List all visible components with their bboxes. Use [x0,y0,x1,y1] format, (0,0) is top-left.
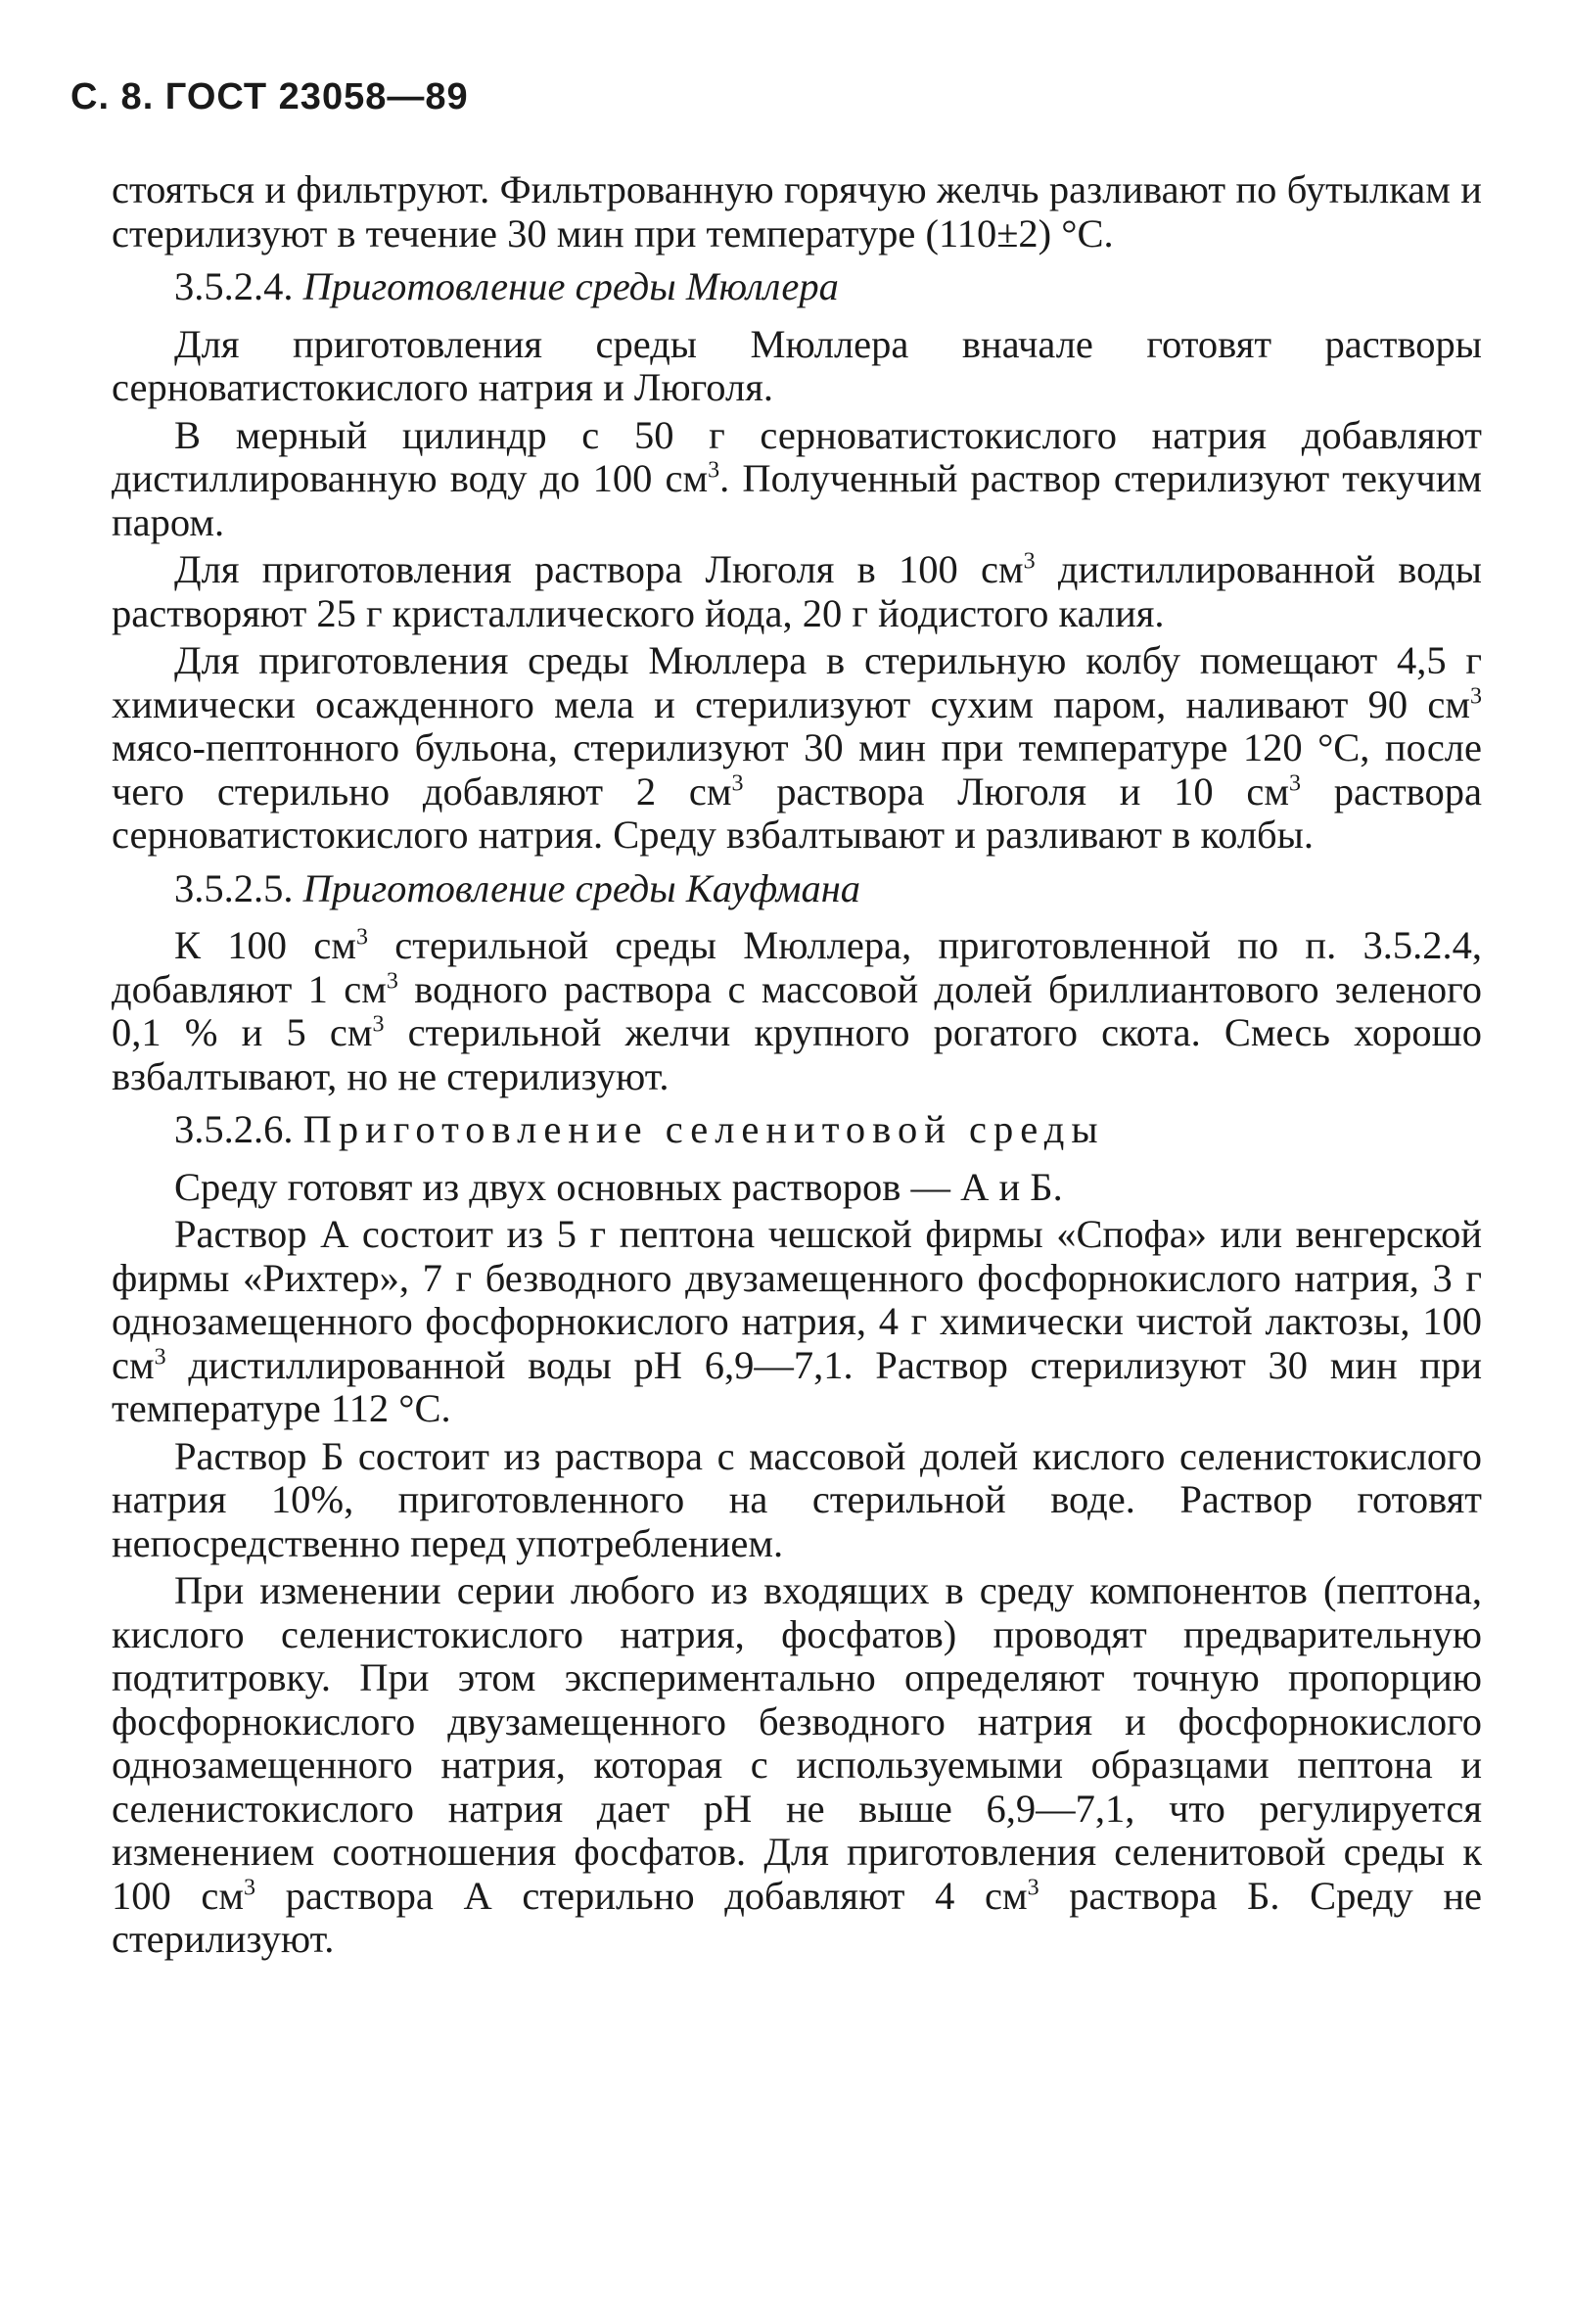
superscript: 3 [154,1344,166,1370]
text-run: раствора серноватистокислого натрия. Среду взбалтывают и разливают в колбы. [112,768,1482,857]
superscript: 3 [386,968,398,994]
section-heading-3-5-2-4 [112,265,1482,309]
text-run: стерильной среды Мюллера, приготовленной по п. 3.5.2.4, добавляют 1 см [112,923,1482,1011]
superscript: 3 [244,1875,255,1900]
running-header: С. 8. ГОСТ 23058—89 [70,76,469,117]
section-heading-3-5-2-6 [112,1108,1482,1152]
text-run: дистиллированной воды pH 6,9—7,1. Раствор стерилизуют 30 мин при температуре 112 °С. [112,1342,1482,1430]
text-run: Для приготовления среды Мюллера в стерильную колбу помещают 4,5 г химически осажденного мела и стерилизуют сухим паром, наливают 90 см [112,638,1482,726]
paragraph [112,639,1482,858]
superscript: 3 [1027,1875,1039,1900]
paragraph: Среду готовят из двух основных растворов — А и Б. [174,1164,1063,1209]
section-heading-3-5-2-5 [112,867,1482,911]
section-number: 3.5.2.5. [174,865,294,910]
paragraph [112,414,1482,545]
text-run: мясо-пептонного бульона, стерилизуют 30 мин при температуре 120 °С, после чего стерильно добавляют 2 см [112,725,1482,813]
text-run: стерильной желчи крупного рогатого скота. Смесь хорошо взбалтывают, но не стерилизуют. [112,1010,1482,1098]
paragraph: Для приготовления среды Мюллера вначале готовят растворы серноватистокислого натрия и Люголя. [112,321,1482,409]
body-text [112,168,1482,1966]
superscript: 3 [731,770,744,796]
section-number: 3.5.2.4. [174,264,294,308]
superscript: 3 [1470,683,1482,709]
section-title: Приготовление селенитовой среды [302,1107,1105,1151]
text-run: К 100 см [174,923,356,967]
text-run: раствора Б. Среду не стерилизуют. [112,1873,1482,1961]
text-run: Раствор А состоит из 5 г пептона чешской фирмы «Спофа» или венгерской фирмы «Рихтер», 7 г безводного двузамещенного фосфорнокислого натрия, 3 г однозамещенного фосфорнокислого натрия, 4 г химически чистой лактозы, 100 см [112,1212,1482,1387]
paragraph [112,1213,1482,1431]
superscript: 3 [355,924,368,951]
superscript: 3 [1023,548,1036,575]
paragraph: Раствор Б состоит из раствора с массовой долей кислого селенистокислого натрия 10%, приготовленного на стерильной воде. Раствор готовят непосредственно перед употреблением. [112,1433,1482,1565]
superscript: 3 [708,457,720,484]
text-run: . Полученный раствор стерилизуют текучим паром. [112,456,1482,544]
superscript: 3 [372,1011,385,1038]
paragraph [112,924,1482,1098]
text-run: раствора Люголя и 10 см [743,768,1290,813]
section-number: 3.5.2.6. [174,1107,294,1151]
paragraph [112,1569,1482,1962]
text-run: раствора А стерильно добавляют 4 см [255,1873,1028,1918]
paragraph [112,548,1482,635]
superscript: 3 [1289,770,1302,796]
paragraph-continuation: стояться и фильтруют. Фильтрованную горячую желчь разливают по бутылкам и стерилизуют в течение 30 мин при температуре (110±2) °С. [112,167,1482,256]
text-run: дистиллированной воды растворяют 25 г кристаллического йода, 20 г йодистого калия. [112,547,1482,635]
section-title: Приготовление среды Мюллера [302,264,839,308]
text-run: При изменении серии любого из входящих в среду компонентов (пептона, кислого селенистокислого натрия, фосфатов) проводят предварительную подтитровку. При этом экспериментально определяют точную пропорцию фосфорнокислого двузамещенного безводного натрия и фосфорнокислого однозамещенного натрия, которая с используемыми образцами пептона и селенистокислого натрия дает pH не выше 6,9—7,1, что регулируется изменением соотношения фосфатов. Для приготовления селенитовой среды к 100 см [112,1568,1482,1918]
text-run: Для приготовления раствора Люголя в 100 см [174,547,1024,591]
section-title: Приготовление среды Кауфмана [302,865,861,910]
text-run: В мерный цилиндр с 50 г серноватистокислого натрия добавляют дистиллированную воду до 100 см [112,412,1482,500]
text-run: водного раствора с массовой долей бриллиантового зеленого 0,1 % и 5 см [112,966,1482,1054]
